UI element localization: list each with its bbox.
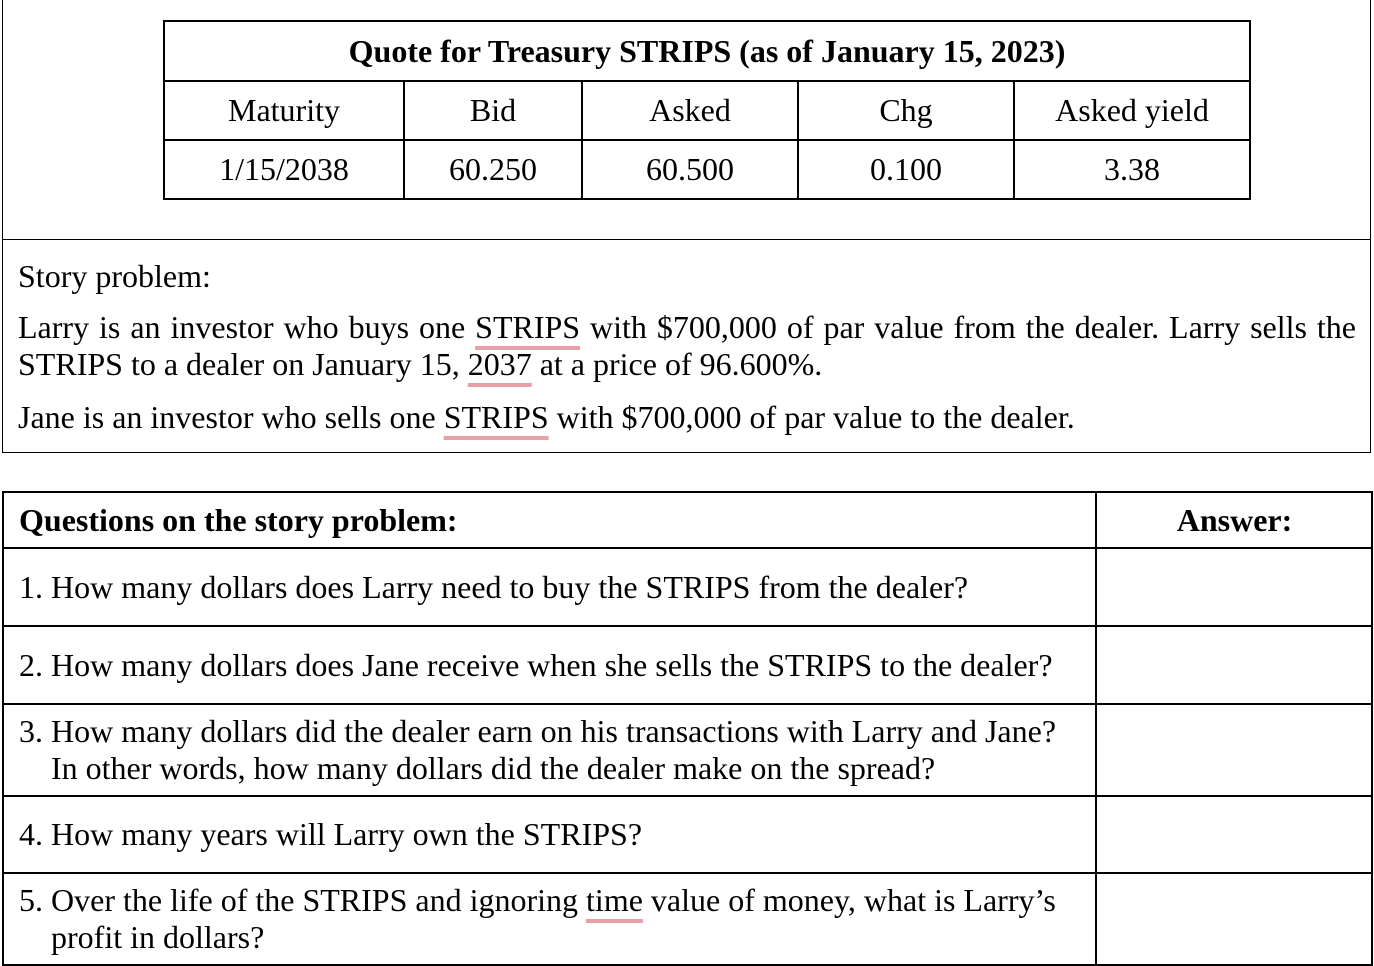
p1-text-c: with $700,000 of par value from the dealer. Larry sells the STRIPS to a dealer on January 15,: [18, 309, 1356, 382]
p1-text-a: Larry is an investor who buys one: [18, 309, 476, 345]
cell-chg: 0.100: [798, 140, 1014, 199]
question-row-3: [3, 704, 1372, 796]
q5-text-c: value of money, what is Larry’s profit in dollars?: [51, 882, 1056, 955]
p1-year: 2037: [467, 346, 532, 382]
p2-text-c: with $700,000 of par value to the dealer.: [548, 399, 1075, 435]
question-row-1: [3, 548, 1372, 626]
question-row-4: [3, 796, 1372, 873]
question-1: 1. How many dollars does Larry need to buy the STRIPS from the dealer?: [19, 568, 969, 605]
story-heading: Story problem:: [18, 258, 211, 294]
p1-text-e: at a price of 96.600%.: [531, 346, 823, 382]
quote-section: [2, 0, 1371, 240]
header-asked-yield: Asked yield: [1014, 81, 1250, 140]
question-2: 2. How many dollars does Jane receive when she sells the STRIPS to the dealer?: [19, 646, 1053, 683]
answer-cell-5[interactable]: [1096, 873, 1372, 965]
answer-cell-4[interactable]: [1096, 796, 1372, 873]
question-row-2: [3, 626, 1372, 704]
questions-header-row: [3, 492, 1372, 548]
story-section: [2, 239, 1371, 453]
story-paragraph-larry: [18, 309, 1356, 383]
p1-strips: STRIPS: [475, 309, 581, 345]
quote-header-row: [164, 81, 1250, 140]
question-3: 3. How many dollars did the dealer earn on his transactions with Larry and Jane? In other words, how many dollars did the dealer make on the spread?: [19, 713, 1057, 786]
header-maturity: Maturity: [164, 81, 404, 140]
answer-cell-2[interactable]: [1096, 626, 1372, 704]
cell-asked-yield: 3.38: [1014, 140, 1250, 199]
question-5: [19, 882, 1081, 956]
cell-maturity: 1/15/2038: [164, 140, 404, 199]
answer-cell-3[interactable]: [1096, 704, 1372, 796]
p2-text-a: Jane is an investor who sells one: [18, 399, 444, 435]
quote-table: [163, 20, 1251, 200]
header-bid: Bid: [404, 81, 582, 140]
questions-header: Questions on the story problem:: [3, 492, 1096, 548]
header-asked: Asked: [582, 81, 798, 140]
answer-cell-1[interactable]: [1096, 548, 1372, 626]
questions-table: [2, 491, 1373, 966]
quote-data-row: [164, 140, 1250, 199]
q5-text-a: 5. Over the life of the STRIPS and ignoring: [19, 882, 587, 918]
answer-header: Answer:: [1096, 492, 1372, 548]
header-chg: Chg: [798, 81, 1014, 140]
question-4: 4. How many years will Larry own the STRIPS?: [19, 816, 643, 852]
cell-asked: 60.500: [582, 140, 798, 199]
story-paragraph-jane: [18, 399, 1356, 436]
q5-time: time: [586, 882, 643, 918]
quote-table-title: Quote for Treasury STRIPS (as of January 15, 2023): [164, 21, 1250, 81]
question-row-5: [3, 873, 1372, 965]
p2-strips: STRIPS: [443, 399, 549, 435]
cell-bid: 60.250: [404, 140, 582, 199]
